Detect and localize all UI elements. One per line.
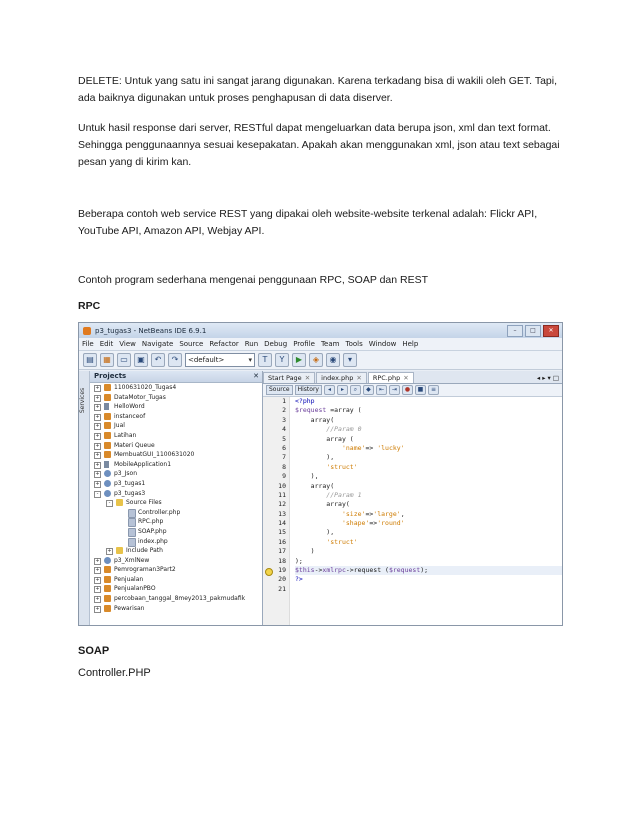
line-number: 4	[282, 425, 286, 434]
code-line	[295, 575, 562, 584]
tree-node-label: index.php	[138, 537, 168, 545]
tree-node[interactable]	[90, 565, 262, 575]
line-number: 21	[278, 584, 286, 593]
code-token: =array (	[326, 406, 362, 415]
line-number: 3	[282, 415, 286, 424]
java-project-icon	[104, 576, 111, 583]
line-number: 16	[278, 537, 286, 546]
expand-icon[interactable]: +	[95, 413, 100, 420]
projects-header-label: Projects	[94, 372, 127, 380]
code-line	[295, 406, 562, 415]
tab-scroll-arrows-icon[interactable]: ◂ ▸ ▾ □	[536, 374, 559, 382]
macro-record-icon[interactable]: ●	[402, 385, 413, 395]
code-token: xmlrpc	[322, 566, 346, 575]
config-combo-value: <default>	[188, 356, 225, 364]
php-project-icon	[104, 490, 111, 497]
tree-node[interactable]	[90, 412, 262, 422]
ide-window-title: p3_tugas3 - NetBeans IDE 6.9.1	[95, 326, 207, 335]
code-token	[295, 463, 326, 471]
minimize-icon[interactable]: –	[507, 325, 523, 337]
open-project-icon[interactable]: ▭	[117, 353, 131, 367]
ide-menubar	[79, 338, 562, 351]
tree-node-label: p3_Json	[114, 470, 137, 478]
mobile-project-icon	[104, 403, 109, 410]
tree-node-label: PenjualanPBO	[114, 585, 156, 593]
chevron-down-icon: ▾	[248, 356, 252, 364]
line-number: 20	[278, 575, 286, 584]
code-line	[295, 416, 562, 425]
code-token: ,	[400, 509, 405, 518]
menu-run[interactable]: Run	[244, 340, 259, 348]
code-line	[295, 444, 562, 453]
toggle-bookmark-icon[interactable]: ◆	[363, 385, 374, 395]
config-combo[interactable]	[185, 353, 255, 367]
heading-soap: SOAP	[78, 645, 110, 657]
code-line	[295, 510, 562, 519]
line-number: 17	[278, 547, 286, 556]
line-number: 5	[282, 434, 286, 443]
java-project-icon	[104, 432, 111, 439]
source-mode-button[interactable]: Source	[266, 385, 293, 395]
projects-panel	[90, 371, 263, 625]
java-project-icon	[104, 451, 111, 458]
projects-panel-header	[90, 371, 262, 383]
menu-edit[interactable]: Edit	[99, 340, 114, 348]
tree-node-label: RPC.php	[138, 518, 164, 526]
line-number: 14	[278, 519, 286, 528]
close-tab-icon[interactable]: ✕	[403, 374, 409, 382]
code-line	[295, 585, 562, 594]
code-line	[295, 482, 562, 491]
code-token	[295, 538, 326, 546]
code-token: ),	[295, 453, 335, 462]
expand-icon[interactable]: +	[95, 471, 100, 478]
tree-node[interactable]	[90, 450, 262, 460]
expand-icon[interactable]: +	[107, 548, 112, 555]
code-token: ->	[314, 566, 323, 575]
project-tree	[90, 383, 262, 613]
code-token: //Param 1	[295, 490, 362, 499]
paragraph-delete: DELETE: Untuk yang satu ini sangat jarang digunakan. Karena terkadang bisa di wakili oleh GET. Tapi, ada baiknya digunakan untuk proses penghapusan di data diserver.	[78, 75, 558, 104]
tree-node-label: Pewarisan	[114, 604, 145, 612]
java-project-icon	[104, 605, 111, 612]
save-all-icon[interactable]: ▣	[134, 353, 148, 367]
line-number: 6	[282, 443, 286, 452]
collapse-icon[interactable]: -	[94, 491, 101, 498]
code-token	[295, 444, 342, 452]
tree-node-label: p3_tugas1	[114, 479, 146, 487]
expand-icon[interactable]: +	[95, 596, 100, 603]
run-icon[interactable]: ▶	[292, 353, 306, 367]
menu-file[interactable]: File	[82, 340, 94, 348]
paragraph-program-intro: Contoh program sederhana mengenai penggunaan RPC, SOAP dan REST	[78, 274, 429, 286]
tree-node-label: Controller.php	[138, 508, 181, 516]
tree-node-label: p3_XmlNew	[114, 556, 150, 564]
code-line	[295, 397, 562, 406]
new-file-icon[interactable]: ▤	[83, 353, 97, 367]
menu-source[interactable]: Source	[179, 340, 204, 348]
code-token	[295, 510, 342, 518]
code-token: 'struct'	[326, 462, 358, 471]
code-token: <?php	[295, 397, 315, 405]
close-icon[interactable]: ✕	[543, 325, 559, 337]
editor-tab[interactable]	[316, 372, 367, 383]
editor-tab-label: index.php	[321, 374, 354, 382]
menu-view[interactable]: View	[119, 340, 136, 348]
close-panel-icon[interactable]: ✕	[253, 372, 259, 380]
code-token: =>	[369, 519, 378, 528]
editor-tab-label: Start Page	[268, 374, 302, 382]
code-token: 'shape'	[341, 519, 370, 528]
java-project-icon	[104, 595, 111, 602]
line-number: 9	[282, 472, 286, 481]
code-area[interactable]	[263, 397, 562, 625]
php-project-icon	[104, 557, 111, 564]
ide-body	[79, 371, 562, 625]
tree-node[interactable]	[90, 508, 262, 518]
code-token: =>	[365, 443, 378, 452]
line-number: 19	[278, 566, 286, 575]
php-project-icon	[104, 480, 111, 487]
code-token: );	[295, 556, 303, 565]
heading-rpc: RPC	[78, 300, 101, 312]
shift-right-icon[interactable]: ⇥	[389, 385, 400, 395]
code-token: );	[420, 566, 429, 575]
java-project-icon	[104, 394, 111, 401]
tree-node[interactable]	[90, 517, 262, 527]
code-token: $request	[388, 566, 421, 575]
menu-window[interactable]: Window	[368, 340, 397, 348]
code-line	[295, 453, 562, 462]
mobile-project-icon	[104, 461, 109, 468]
tree-node[interactable]	[90, 594, 262, 604]
expand-icon[interactable]: +	[95, 461, 100, 468]
expand-icon[interactable]: +	[95, 567, 100, 574]
tree-node-label: HelloWord	[114, 403, 145, 411]
tree-node[interactable]	[90, 604, 262, 614]
profile-icon[interactable]: ◉	[326, 353, 340, 367]
services-strip[interactable]	[79, 371, 90, 625]
tree-node-label: p3_tugas3	[114, 489, 146, 497]
expand-icon[interactable]: +	[95, 423, 100, 430]
expand-icon[interactable]: +	[95, 576, 100, 583]
tree-node-label: SOAP.php	[138, 527, 167, 535]
tree-node-label: Source Files	[126, 499, 162, 507]
code-token: 'struct'	[326, 537, 358, 546]
line-number-gutter	[263, 397, 290, 625]
tree-node-label: MobileApplication1	[114, 460, 172, 468]
java-project-icon	[104, 422, 111, 429]
tree-node[interactable]	[90, 546, 262, 556]
line-number: 15	[278, 528, 286, 537]
tree-node[interactable]	[90, 527, 262, 537]
debug-icon[interactable]: ◈	[309, 353, 323, 367]
editor-tab-label: RPC.php	[372, 374, 401, 382]
line-number: 11	[278, 490, 286, 499]
tree-node[interactable]	[90, 469, 262, 479]
ide-toolbar	[79, 351, 562, 370]
code-line	[295, 557, 562, 566]
expand-icon[interactable]: +	[95, 605, 100, 612]
maximize-icon[interactable]: □	[525, 325, 541, 337]
menu-refactor[interactable]: Refactor	[209, 340, 239, 348]
code-line	[295, 435, 562, 444]
tree-node[interactable]	[90, 460, 262, 470]
code-line	[295, 519, 562, 528]
tree-node[interactable]	[90, 393, 262, 403]
code-line	[295, 528, 562, 537]
tree-node-label: Jual	[114, 422, 125, 430]
code-token: ->request (	[345, 566, 389, 575]
history-mode-button[interactable]: History	[295, 385, 322, 395]
ide-titlebar	[79, 323, 562, 338]
expand-icon[interactable]: +	[95, 586, 100, 593]
menu-help[interactable]: Help	[402, 340, 419, 348]
code-token: $this	[295, 566, 315, 575]
editor-tab[interactable]	[368, 372, 414, 383]
code-content[interactable]	[290, 397, 562, 625]
tree-node-label: Materi Queue	[114, 441, 155, 449]
macro-stop-icon[interactable]: ■	[415, 385, 426, 395]
code-token: array(	[295, 415, 335, 424]
tree-node-label: instanceof	[114, 412, 146, 420]
code-token: 'round'	[377, 519, 405, 528]
code-token: array(	[295, 481, 335, 490]
services-tab-label: Services	[79, 387, 87, 414]
expand-icon[interactable]: +	[95, 404, 100, 411]
tree-node[interactable]	[90, 402, 262, 412]
code-editor	[263, 371, 562, 625]
code-token: ),	[295, 528, 335, 537]
tree-node-label: Penjualan	[114, 575, 144, 583]
clean-build-icon[interactable]: Y	[275, 353, 289, 367]
editor-toolbar	[263, 384, 562, 397]
tree-node[interactable]	[90, 498, 262, 508]
build-hammer-icon[interactable]: T	[258, 353, 272, 367]
code-token: 'large'	[373, 509, 401, 518]
tree-node-label: Pemrograman3Part2	[114, 566, 176, 574]
code-line	[295, 491, 562, 500]
undo-icon[interactable]: ↶	[151, 353, 165, 367]
code-line	[295, 425, 562, 434]
menu-navigate[interactable]: Navigate	[141, 340, 174, 348]
line-number: 1	[282, 397, 286, 405]
java-project-icon	[104, 442, 111, 449]
java-project-icon	[104, 384, 111, 391]
tree-node-label: 1100631020_Tugas4	[114, 384, 177, 391]
code-line	[295, 538, 562, 547]
java-project-icon	[104, 566, 111, 573]
code-token: array (	[295, 434, 354, 443]
expand-icon[interactable]: +	[95, 452, 100, 459]
tree-node[interactable]	[90, 489, 262, 499]
paragraph-rest-examples: Beberapa contoh web service REST yang dipakai oleh website-website terkenal adalah: Flickr API, YouTube API, Amazon API, Webjay API.	[78, 208, 538, 237]
tree-node[interactable]	[90, 421, 262, 431]
forward-icon[interactable]: ▸	[337, 385, 348, 395]
tree-node-label: MembuatGUI_1100631020	[114, 451, 195, 459]
tree-node-label: DataMotor_Tugas	[114, 393, 166, 401]
close-tab-icon[interactable]: ✕	[356, 374, 362, 382]
tree-node[interactable]	[90, 479, 262, 489]
editor-tab[interactable]	[263, 372, 315, 383]
tree-node-label: Include Path	[126, 547, 163, 555]
tree-node[interactable]	[90, 383, 262, 393]
code-line	[295, 463, 562, 472]
line-number: 8	[282, 462, 286, 471]
redo-icon[interactable]: ↷	[168, 353, 182, 367]
collapse-icon[interactable]: -	[106, 500, 113, 507]
line-number: 10	[278, 481, 286, 490]
find-icon[interactable]: ⌕	[350, 385, 361, 395]
tree-node[interactable]	[90, 584, 262, 594]
new-project-icon[interactable]: ▦	[100, 353, 114, 367]
code-token: $request	[295, 406, 327, 415]
tree-node[interactable]	[90, 556, 262, 566]
code-line	[295, 566, 562, 575]
code-line	[295, 547, 562, 556]
line-number: 7	[282, 453, 286, 462]
tree-node[interactable]	[90, 537, 262, 547]
tree-node[interactable]	[90, 575, 262, 585]
code-token: 'lucky'	[377, 443, 405, 452]
editor-tabs	[263, 371, 562, 384]
line-number: 13	[278, 509, 286, 518]
line-number: 18	[278, 556, 286, 565]
expand-icon[interactable]: +	[95, 480, 100, 487]
expand-icon[interactable]: +	[95, 442, 100, 449]
line-number: 2	[282, 406, 286, 415]
netbeans-app-icon	[83, 327, 91, 335]
expand-icon[interactable]: +	[95, 385, 100, 391]
menu-tools[interactable]: Tools	[345, 340, 363, 348]
code-token: ?>	[295, 575, 303, 584]
paragraph-response: Untuk hasil response dari server, RESTful dapat mengeluarkan data berupa json, xml dan text format. Sehingga penggunaannya sesuai kesepakatan. Apakah akan menggunakan xml, json atau text sebagai pesan yang di kirim kan.	[78, 122, 560, 168]
back-icon[interactable]: ◂	[324, 385, 335, 395]
expand-icon[interactable]: +	[95, 557, 100, 564]
code-line	[295, 472, 562, 481]
netbeans-screenshot	[78, 322, 563, 626]
label-controller-php: Controller.PHP	[78, 667, 151, 679]
tree-node[interactable]	[90, 431, 262, 441]
more-options-icon[interactable]: ▾	[343, 353, 357, 367]
code-token: ),	[295, 472, 319, 481]
line-number: 12	[278, 500, 286, 509]
shift-left-icon[interactable]: ⇤	[376, 385, 387, 395]
code-token: //Param 0	[295, 425, 362, 434]
menu-debug[interactable]: Debug	[264, 340, 288, 348]
tree-node-label: Latihan	[114, 431, 137, 439]
folder-icon	[116, 499, 123, 506]
menu-profile[interactable]: Profile	[293, 340, 315, 348]
code-line	[295, 500, 562, 509]
php-project-icon	[104, 470, 111, 477]
menu-team[interactable]: Team	[320, 340, 340, 348]
code-token: array(	[295, 500, 350, 509]
comment-icon[interactable]: ≡	[428, 385, 439, 395]
code-token: =>	[365, 509, 374, 518]
code-token	[295, 519, 342, 527]
code-token: 'size'	[341, 509, 366, 518]
close-tab-icon[interactable]: ✕	[304, 374, 311, 382]
java-project-icon	[104, 413, 111, 420]
expand-icon[interactable]: +	[95, 432, 100, 439]
tree-node-label: percobaan_tanggal_8mey2013_pakmudafik	[114, 595, 246, 603]
hint-lightbulb-icon[interactable]	[265, 568, 273, 576]
code-token: )	[295, 547, 315, 556]
tree-node[interactable]	[90, 441, 262, 451]
code-token: 'name'	[341, 443, 366, 452]
expand-icon[interactable]: +	[95, 394, 100, 401]
folder-icon	[116, 547, 123, 554]
java-project-icon	[104, 585, 111, 592]
